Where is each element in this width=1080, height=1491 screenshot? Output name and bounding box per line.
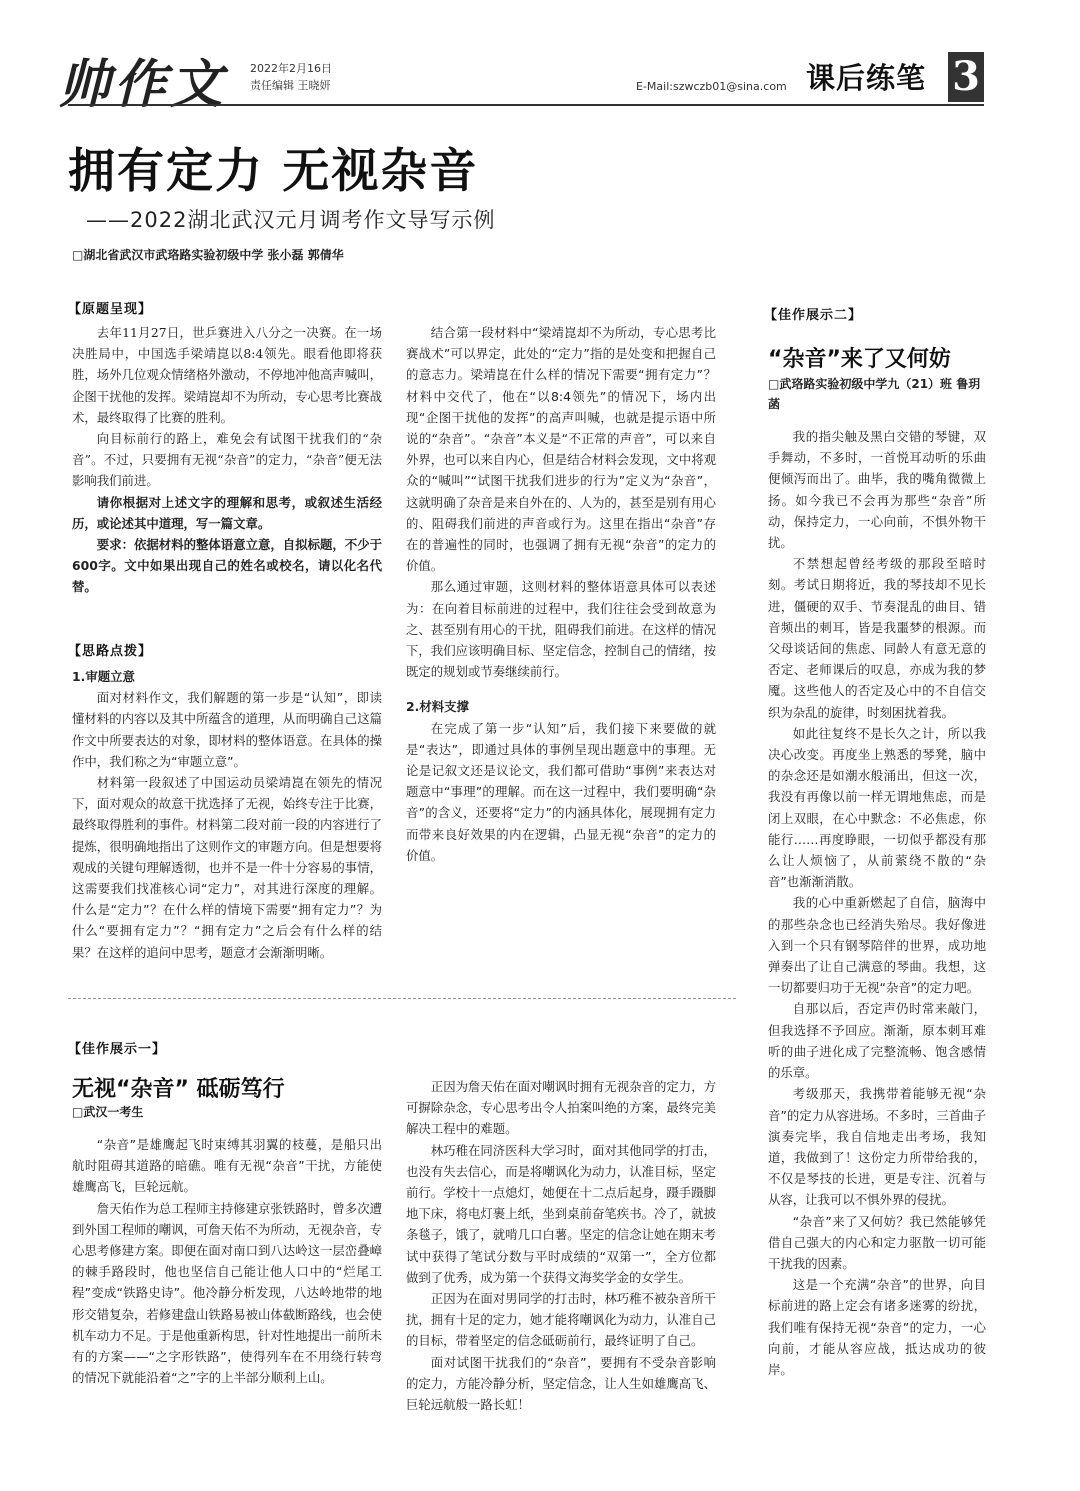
essay2-p2: 不禁想起曾经考级的那段至暗时刻。考试日期将近，我的琴技却不见长进，僵硬的双手、节奏混乱的曲目、错音频出的刺耳，皆是我噩梦的根源。而父母谈话间的焦虑、同龄人有意无意的否定、老师课后的叹息，亦成为我的梦魇。这些他人的否定及心中的不自信交织为杂乱的旋律，时刻困扰着我。 — [768, 556, 986, 720]
guide-p4: 那么通过审题，这则材料的整体语意具体可以表述为：在向着目标前进的过程中，我们往往会受到故意为之、甚至别有用心的干扰，阻碍我们前进。在这样的情况下，我们应该明确目标、坚定信念，控制自己的情绪，按既定的规划或节奏继续前行。 — [406, 579, 716, 680]
page-number: 3 — [948, 52, 984, 102]
essay2-p8: 这是一个充满“杂音”的世界，向目标前进的路上定会有诸多迷雾的纷扰，我们唯有保持无视“杂音”的定力，一心向前，才能从容应战，抵达成功的彼岸。 — [768, 1277, 986, 1377]
guide-p3: 结合第一段材料中“梁靖崑却不为所动，专心思考比赛战术”可以界定，此处的“定力”指的是处变和把握自己的意志力。梁靖崑在什么样的情况下需要“拥有定力”？材料中交代了，他在“以8:4领先”的情况下，场内出现“企图干扰他的发挥”的高声叫喊，也就是提示语中所说的“杂音”。“杂音”本义是“不正常的声音”，可以来自外界，也可以来自内心，但是结合材料会发现，文中将观众的“喊叫”“试图干扰我们进步的行为”定义为“杂音”，这就明确了杂音是来自外在的、人为的，甚至是别有用心的、阻碍我们前进的声音或行为。这里在指出“杂音”存在的普遍性的同时，也强调了拥有无视“杂音”的定力的价值。 — [406, 325, 716, 574]
guide-heading-2: 2.材料支撑 — [406, 699, 469, 715]
essay2-title: “杂音”来了又何妨 — [768, 347, 951, 372]
essay2-author: □武珞路实验初级中学九（21）班 鲁玥菡 — [768, 377, 981, 411]
header-rule — [68, 104, 984, 106]
essay1-author: □武汉一考生 — [72, 1105, 144, 1119]
masthead-email: E-Mail:szwczb01@sina.com — [636, 80, 787, 93]
essay1-p2: 詹天佑作为总工程师主持修建京张铁路时，曾多次遭到外国工程师的嘲讽，可詹天佑不为所动，无视杂音，专心思考修建方案。即便在面对南口到八达岭这一层峦叠嶂的棘手路段时，他也坚信自己能让他人口中的“烂尾工程”变成“铁路史诗”。他冷静分析发现，八达岭地带的地形交错复杂，若修建盘山铁路易被山体截断路线，也会使机车动力不足。于是他重新构思，针对性地提出一前所未有的方案——“之字形铁路”，使得列车在不用绕行转弯的情况下就能沿着“之”字的上半部分顺利上山。 — [72, 1200, 382, 1386]
essay1-p6: 面对试图干扰我们的“杂音”，要拥有不受杂音影响的定力，方能冷静分析，坚定信念，让人生如雄鹰高飞、巨轮远航般一路长虹！ — [406, 1354, 716, 1413]
main-title: 拥有定力 无视杂音 — [68, 144, 479, 199]
section-name: 课后练笔 — [806, 61, 927, 95]
essay1-title: 无视“杂音” 砥砺笃行 — [72, 1077, 285, 1102]
original-p3: 请你根据对上述文字的理解和思考，或叙述生活经历，或论述其中道理，写一篇文章。 — [72, 494, 382, 531]
issue-date: 2022年2月16日 — [250, 62, 332, 75]
section-divider — [68, 998, 736, 999]
essay1-p3: 正因为詹天佑在面对嘲讽时拥有无视杂音的定力，方可摒除杂念，专心思考出令人拍案叫绝的方案，最终完美解决工程中的难题。 — [406, 1079, 716, 1137]
masthead-info — [250, 60, 332, 94]
essay1-p4: 林巧稚在同济医科大学习时，面对其他同学的打击，也没有失去信心，而是将嘲讽化为动力，认准目标，坚定前行。学校十一点熄灯，她便在十二点后起身，蹑手蹑脚地下床，将电灯裹上纸，坐到桌前奋笔疾书。冷了，就披条毯子，饿了，就啃几口白薯。坚定的信念让她在期末考试中获得了笔试分数与平时成绩的“双第一”，全方位都做到了优秀，成为第一个获得文海奖学金的女学生。 — [406, 1142, 716, 1285]
essay1-p5: 正因为在面对男同学的打击时，林巧稚不被杂音所干扰，拥有十足的定力，她才能将嘲讽化为动力，认准自己的目标，带着坚定的信念砥砺前行，最终证明了自己。 — [406, 1291, 716, 1349]
section-label-original: 【 原题呈现 】 — [68, 298, 152, 317]
original-p4: 要求：依据材料的整体语意立意，自拟标题，不少于600字。文中如果出现自己的姓名或校名，请以化名代替。 — [72, 537, 382, 595]
guide-p2: 材料第一段叙述了中国运动员梁靖崑在领先的情况下，面对观众的故意干扰选择了无视，始终专注于比赛，最终取得胜利的事件。材料第二段对前一段的内容进行了提炼，很明确地指出了这则作文的审题方向。但是想要将观成的关键句理解透彻，也并不是一件十分容易的事情，这需要我们找准核心词“定力”，对其进行深度的理解。什么是“定力”？在什么样的情境下需要“拥有定力”？为什么“要拥有定力”？“拥有定力”之后会有什么样的结果？在这样的追问中思考，题意才会渐渐明晰。 — [72, 775, 382, 960]
essay2-p3: 如此往复终不是长久之计，所以我决心改变。再度坐上熟悉的琴凳，脑中的杂念还是如潮水般涌出，但这一次，我没有再像以前一样无谓地焦虑，而是闭上双眼，在心中默念：不必焦虑，你能行……再度睁眼，一切似乎都没有那么让人烦恼了，从前萦绕不散的“杂音”也渐渐消散。 — [768, 725, 986, 890]
essay1-column-1 — [72, 1134, 382, 1474]
guide-heading-1: 1.审题立意 — [72, 669, 135, 684]
essay2-p6: 考级那天，我携带着能够无视“杂音”的定力从容进场。不多时，三首曲子演奏完毕，我自信地走出考场，我知道，我做到了！这份定力所带给我的，不仅是琴技的长进，更是专注、沉着与从容，让我可以不惧外界的侵扰。 — [768, 1086, 986, 1208]
essay1-column-2 — [406, 1076, 716, 1476]
original-p1: 去年11月27日，世乒赛进入八分之一决赛。在一场决胜局中，中国选手梁靖崑以8:4领先。眼看他即将获胜，场外几位观众情绪格外激动，不停地冲他高声喊叫，企图干扰他的发挥。梁靖崑却不为所动，专心思考比赛战术，最终取得了比赛的胜利。 — [72, 325, 382, 425]
guide-p5: 在完成了第一步“认知”后，我们接下来要做的就是“表达”，即通过具体的事例呈现出题意中的事理。无论是记叙文还是议论文，我们都可借助“事例”来表达对题意中“事理”的理解。而在这一过程中，我们要明确“杂音”的含义，还要将“定力”的内涵具体化，展现拥有定力而带来良好效果的内在逻辑，凸显无视“杂音”的定力的价值。 — [406, 720, 716, 863]
subtitle: ——2022湖北武汉元月调考作文导写示例 — [86, 208, 496, 232]
section-label-guide: 【 思路点拨 】 — [68, 640, 152, 659]
original-p2: 向目标前行的路上，难免会有试图干扰我们的“杂音”。不过，只要拥有无视“杂音”的定力，“杂音”便无法影响我们前进。 — [72, 431, 382, 489]
guide-p1: 面对材料作文，我们解题的第一步是“认知”，即读懂材料的内容以及其中所蕴含的道理，从而明确自己这篇作文中所要表达的对象，即材料的整体语意。在具体的操作中，我们称之为“审题立意”。 — [72, 690, 382, 769]
byline: □湖北省武汉市武珞路实验初级中学 张小磊 郭倩华 — [72, 248, 344, 262]
section-label-essay2: 【 佳作展示二 】 — [764, 304, 862, 323]
masthead-logo: 帅作文 — [58, 54, 227, 115]
essay2-p5: 自那以后，否定声仍时常来敲门，但我选择不予回应。渐渐，原本刺耳难听的曲子进化成了完整流畅、饱含感情的乐章。 — [768, 1001, 986, 1081]
section-label-essay1: 【 佳作展示一 】 — [68, 1038, 166, 1057]
guide-column-2 — [406, 322, 716, 866]
editor-credit: 责任编辑 王晓妍 — [250, 79, 331, 92]
guide-column-1 — [72, 662, 382, 980]
original-column — [72, 322, 382, 598]
essay2-p1: 我的指尖触及黑白交错的琴键，双手舞动，不多时，一首悦耳动听的乐曲便倾泻而出了。曲毕，我的嘴角微微上扬。如今我已不会再为那些“杂音”所动，保持定力，一心向前，不惧外物干扰。 — [768, 429, 986, 551]
essay1-p1: “杂音”是雄鹰起飞时束缚其羽翼的枝蔓，是船只出航时阻碍其道路的暗礁。唯有无视“杂音”干扰，方能使雄鹰高飞，巨轮远航。 — [72, 1137, 382, 1195]
essay2-column — [768, 426, 986, 1476]
essay2-p4: 我的心中重新燃起了自信，脑海中的那些杂念也已经消失殆尽。我好像进入到一个只有钢琴陪伴的世界，成功地弹奏出了让自己满意的琴曲。我想，这一切都要归功于无视“杂音”的定力吧。 — [768, 895, 986, 996]
essay2-p7: “杂音”来了又何妨？我已然能够凭借自己强大的内心和定力驱散一切可能干扰我的因素。 — [768, 1213, 986, 1271]
